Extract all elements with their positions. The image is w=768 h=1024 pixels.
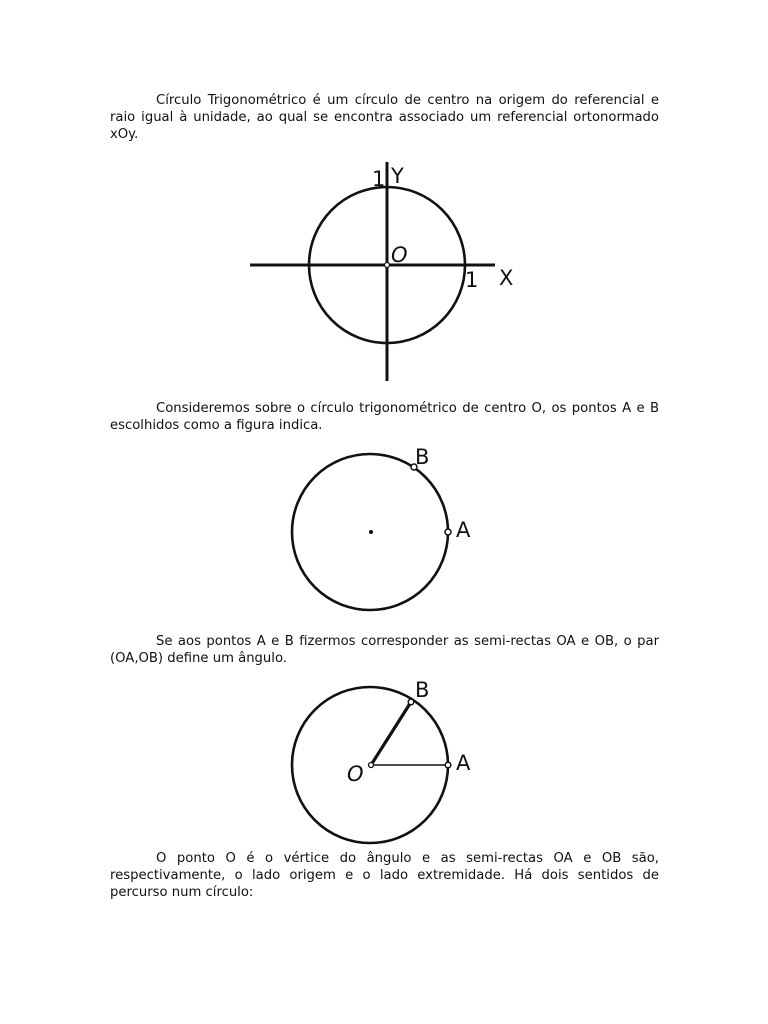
center-point [369,530,373,534]
paragraph-angle-text: Se aos pontos A e B fizermos corresponder as semi-rectas OA e OB, o par (OA,OB) define um ângulo. [110,634,659,666]
ray-ob [371,702,411,765]
point-b-label: B [415,445,430,469]
x-axis-label: X [499,266,514,290]
origin-point [385,263,390,268]
paragraph-vertex [110,850,659,901]
y-axis-label: Y [391,164,404,188]
origin-label: O [391,243,408,267]
x-axis-one-label: 1 [465,268,479,292]
unit-circle-axes-figure [0,150,768,390]
paragraph-vertex-text: O ponto O é o vértice do ângulo e as semi-rectas OA e OB são, respectivamente, o lado origem e o lado extremidade. Há dois sentidos de percurso num círculo: [110,851,659,900]
point-a-label: A [456,518,471,542]
point-a [445,762,451,768]
paragraph-points-text: Consideremos sobre o círculo trigonométrico de centro O, os pontos A e B escolhidos como a figura indica. [110,401,659,433]
vertex-point [369,763,374,768]
point-a-label: A [456,751,471,775]
paragraph-angle [110,633,659,667]
paragraph-intro-text: Círculo Trigonométrico é um círculo de centro na origem do referencial e raio igual à unidade, ao qual se encontra associado um referencial ortonormado xOy. [110,93,659,142]
angle-oa-ob-figure [0,675,768,855]
point-b-label: B [415,678,430,702]
point-a [445,529,451,535]
paragraph-intro [110,92,659,143]
paragraph-points [110,400,659,434]
point-b [408,699,414,705]
y-axis-one-label: 1 [372,167,386,191]
vertex-label: O [347,762,364,786]
points-a-b-figure [0,440,768,630]
